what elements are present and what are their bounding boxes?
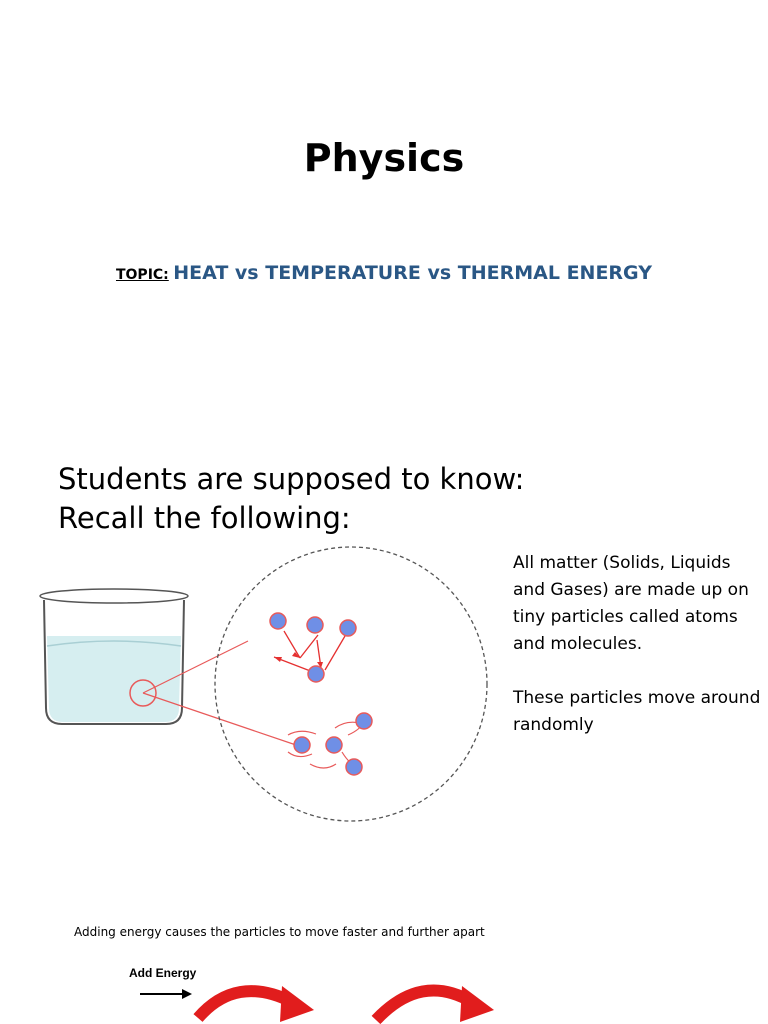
section-heading: [58, 460, 524, 538]
topic-line: [0, 262, 768, 284]
particle-icon: [294, 737, 310, 753]
particle-icon: [326, 737, 342, 753]
topic-text: HEAT vs TEMPERATURE vs THERMAL ENERGY: [173, 262, 652, 284]
matter-description: [513, 550, 763, 766]
energy-caption: Adding energy causes the particles to move faster and further apart: [74, 925, 485, 939]
arrow-right-icon: [140, 989, 192, 999]
particle-icon: [307, 617, 323, 633]
energy-arrows: [136, 982, 756, 1024]
add-energy-label: Add Energy: [129, 966, 197, 980]
curved-arrow-icon: [198, 986, 314, 1022]
particle-icon: [340, 620, 356, 636]
particle-icon: [346, 759, 362, 775]
heading-line-2: Recall the following:: [58, 501, 351, 535]
heading-line-1: Students are supposed to know:: [58, 462, 525, 496]
particle-icon: [270, 613, 286, 629]
particle-diagram: [30, 540, 500, 830]
particle-icon: [356, 713, 372, 729]
description-paragraph-2: These particles move around randomly: [513, 688, 761, 735]
zoom-circle: [215, 547, 487, 821]
description-paragraph-1: All matter (Solids, Liquids and Gases) are made up on tiny particles called atoms and molecules.: [513, 553, 749, 654]
page-title: Physics: [303, 136, 465, 180]
curved-arrow-icon: [376, 986, 494, 1022]
particle-group: [270, 613, 372, 775]
topic-label: TOPIC:: [115, 267, 169, 283]
particle-icon: [308, 666, 324, 682]
beaker-icon: [40, 589, 188, 724]
